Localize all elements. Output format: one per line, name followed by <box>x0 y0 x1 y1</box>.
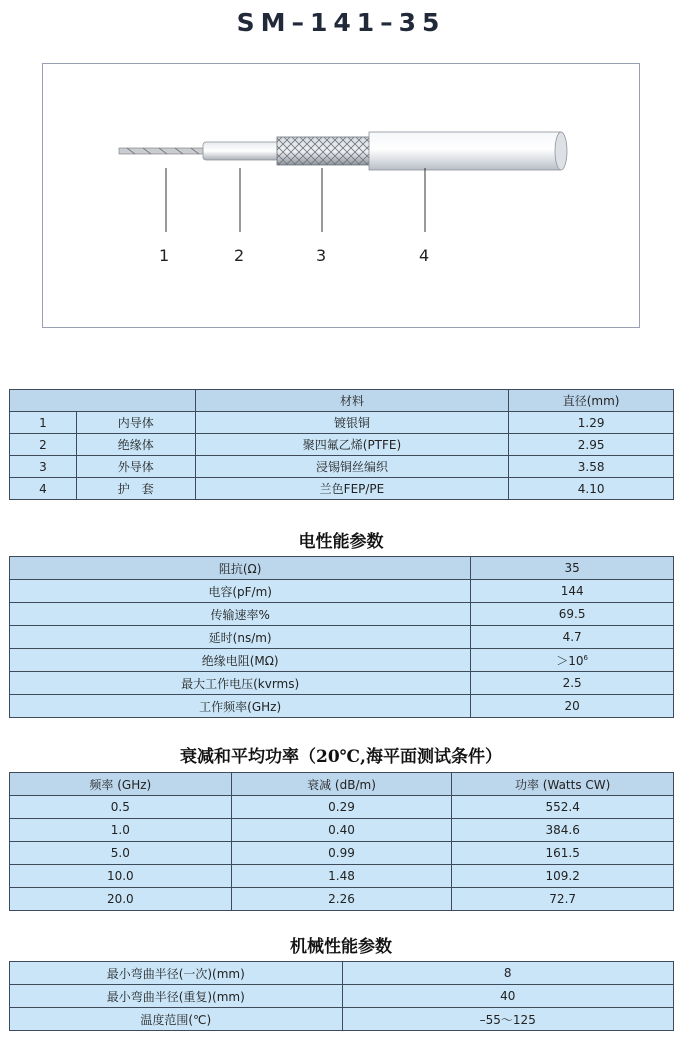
table-row <box>10 557 674 580</box>
frequency-cell: 10.0 <box>10 865 232 888</box>
header-frequency: 频率 (GHz) <box>10 773 232 796</box>
diameter-value: 2.95 <box>509 434 674 456</box>
param-name: 温度范围(℃) <box>10 1008 343 1031</box>
param-value: 2.5 <box>471 672 674 695</box>
attenuation-table <box>9 772 674 911</box>
label-1: 1 <box>159 246 170 265</box>
power-cell: 384.6 <box>452 819 674 842</box>
dielectric <box>203 142 279 160</box>
exponent: 6 <box>583 653 589 662</box>
table-row <box>10 695 674 718</box>
param-value-text: ＞10 <box>556 653 584 668</box>
part-name: 护 套 <box>76 478 195 500</box>
param-value: –55～125 <box>342 1008 674 1031</box>
table-row <box>10 456 674 478</box>
param-value: 8 <box>342 962 674 985</box>
frequency-cell: 20.0 <box>10 888 232 911</box>
part-name: 绝缘体 <box>76 434 195 456</box>
material-name: 兰色FEP/PE <box>195 478 508 500</box>
part-name: 外导体 <box>76 456 195 478</box>
mechanical-table <box>9 961 674 1031</box>
power-cell: 72.7 <box>452 888 674 911</box>
table-row <box>10 412 674 434</box>
attenuation-cell: 0.29 <box>231 796 452 819</box>
table-header-row <box>10 390 674 412</box>
table-row <box>10 649 674 672</box>
table-row <box>10 603 674 626</box>
attenuation-cell: 0.99 <box>231 842 452 865</box>
material-name: 浸锡铜丝编织 <box>195 456 508 478</box>
table-row <box>10 1008 674 1031</box>
attenuation-cell: 0.40 <box>231 819 452 842</box>
label-4: 4 <box>419 246 430 265</box>
table-row <box>10 796 674 819</box>
table-row <box>10 985 674 1008</box>
table-row <box>10 888 674 911</box>
jacket <box>369 132 561 170</box>
attenuation-cell: 2.26 <box>231 888 452 911</box>
cable-diagram <box>42 63 640 328</box>
row-number: 1 <box>10 412 77 434</box>
table-header-row <box>10 773 674 796</box>
mechanical-title: 机械性能参数 <box>290 937 392 957</box>
page-title: SM–141–35 <box>236 8 446 37</box>
param-name: 阻抗(Ω) <box>10 557 471 580</box>
param-value: 144 <box>471 580 674 603</box>
header-empty <box>10 390 196 412</box>
param-name: 延时(ns/m) <box>10 626 471 649</box>
electrical-table <box>9 556 674 718</box>
param-value: 20 <box>471 695 674 718</box>
param-name: 最小弯曲半径(一次)(mm) <box>10 962 343 985</box>
param-name: 传输速率% <box>10 603 471 626</box>
param-name: 工作频率(GHz) <box>10 695 471 718</box>
table-row <box>10 842 674 865</box>
row-number: 2 <box>10 434 77 456</box>
inner-conductor <box>119 148 209 154</box>
param-value <box>471 649 674 672</box>
attenuation-cell: 1.48 <box>231 865 452 888</box>
header-material: 材料 <box>195 390 508 412</box>
param-name: 电容(pF/m) <box>10 580 471 603</box>
table-row <box>10 865 674 888</box>
diameter-value: 4.10 <box>509 478 674 500</box>
table-row <box>10 434 674 456</box>
cable-illustration <box>43 64 641 329</box>
param-name: 绝缘电阻(MΩ) <box>10 649 471 672</box>
table-row <box>10 580 674 603</box>
row-number: 3 <box>10 456 77 478</box>
param-name: 最大工作电压(kvrms) <box>10 672 471 695</box>
frequency-cell: 0.5 <box>10 796 232 819</box>
table-row <box>10 672 674 695</box>
power-cell: 552.4 <box>452 796 674 819</box>
row-number: 4 <box>10 478 77 500</box>
param-name: 最小弯曲半径(重复)(mm) <box>10 985 343 1008</box>
diameter-value: 1.29 <box>509 412 674 434</box>
power-cell: 161.5 <box>452 842 674 865</box>
frequency-cell: 1.0 <box>10 819 232 842</box>
table-row <box>10 478 674 500</box>
param-value: 35 <box>471 557 674 580</box>
material-name: 聚四氟乙烯(PTFE) <box>195 434 508 456</box>
power-cell: 109.2 <box>452 865 674 888</box>
param-value: 69.5 <box>471 603 674 626</box>
diameter-value: 3.58 <box>509 456 674 478</box>
attenuation-title: 衰减和平均功率（20℃,海平面测试条件） <box>180 747 502 767</box>
frequency-cell: 5.0 <box>10 842 232 865</box>
materials-table <box>9 389 674 500</box>
header-attenuation: 衰减 (dB/m) <box>231 773 452 796</box>
table-row <box>10 819 674 842</box>
material-name: 镀银铜 <box>195 412 508 434</box>
header-diameter: 直径(mm) <box>509 390 674 412</box>
table-row <box>10 626 674 649</box>
header-power: 功率 (Watts CW) <box>452 773 674 796</box>
param-value: 4.7 <box>471 626 674 649</box>
label-2: 2 <box>234 246 245 265</box>
part-name: 内导体 <box>76 412 195 434</box>
param-value: 40 <box>342 985 674 1008</box>
label-3: 3 <box>316 246 327 265</box>
table-row <box>10 962 674 985</box>
electrical-title: 电性能参数 <box>298 532 384 552</box>
